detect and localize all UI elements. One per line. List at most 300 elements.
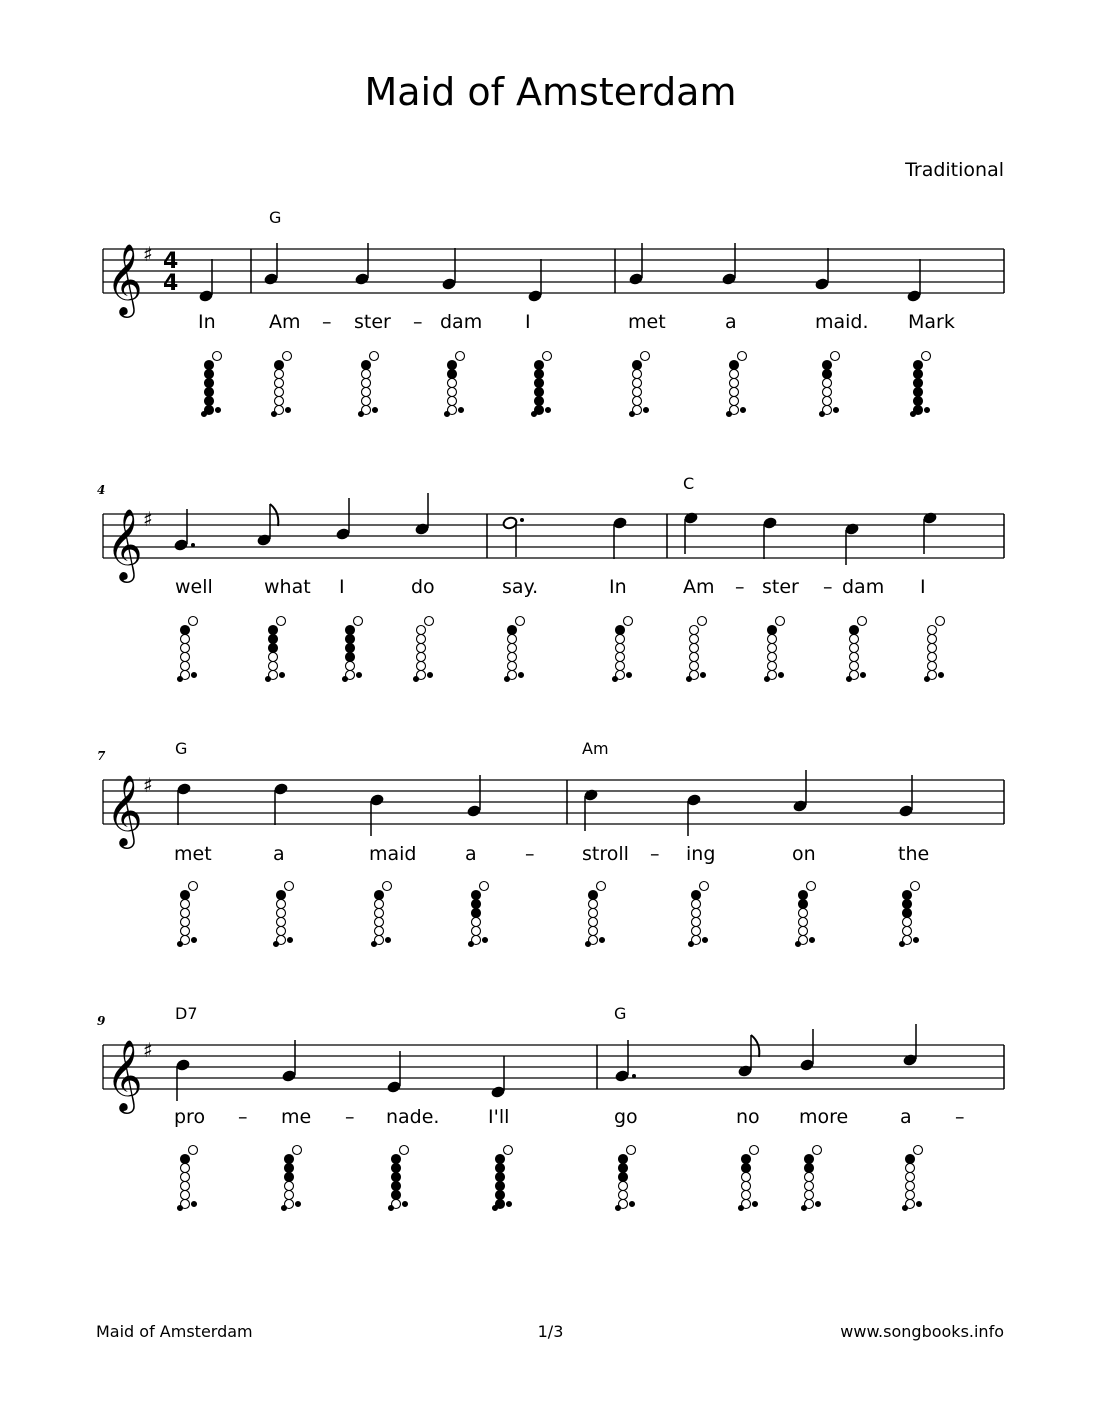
lyrics (198, 311, 955, 333)
open-hole (906, 1173, 915, 1182)
lyric-syllable: a (273, 843, 285, 865)
closed-hole (346, 626, 355, 635)
open-hole (417, 635, 426, 644)
note (906, 259, 922, 303)
svg-text:♯: ♯ (143, 773, 153, 797)
chord-symbol: G (175, 739, 188, 758)
page-number: 1/3 (537, 1322, 564, 1341)
open-hole (906, 1164, 915, 1173)
fingering-diagram (493, 1146, 513, 1211)
fingering-diagram (389, 1146, 409, 1211)
closed-hole (911, 412, 916, 417)
open-hole (508, 653, 517, 662)
open-hole (799, 927, 808, 936)
lyric-syllable: Mark (908, 311, 955, 333)
open-hole (589, 918, 598, 927)
open-hole (275, 388, 284, 397)
closed-hole (496, 1191, 505, 1200)
note (527, 259, 543, 303)
lyric-syllable: stroll (582, 843, 629, 865)
closed-hole (613, 677, 618, 682)
closed-hole (428, 673, 433, 678)
closed-hole (373, 408, 378, 413)
closed-hole (619, 1164, 628, 1173)
fingering-diagram (532, 352, 552, 417)
open-hole (508, 644, 517, 653)
measure-number: 4 (97, 483, 106, 497)
fingering-diagram (739, 1146, 759, 1211)
closed-hole (277, 891, 286, 900)
open-hole (189, 882, 198, 891)
open-hole (277, 927, 286, 936)
open-hole (750, 1146, 759, 1155)
closed-hole (505, 677, 510, 682)
closed-hole (925, 677, 930, 682)
closed-hole (914, 370, 923, 379)
closed-hole (689, 942, 694, 947)
open-hole (616, 653, 625, 662)
closed-hole (392, 1182, 401, 1191)
open-hole (799, 918, 808, 927)
open-hole (698, 617, 707, 626)
svg-text:4: 4 (163, 249, 179, 274)
closed-hole (917, 1202, 922, 1207)
open-hole (823, 388, 832, 397)
open-hole (850, 653, 859, 662)
lyric-hyphen: – (955, 1106, 965, 1128)
note (612, 516, 628, 559)
closed-hole (392, 1155, 401, 1164)
fingering-diagram (505, 617, 525, 682)
closed-hole (730, 361, 739, 370)
open-hole (181, 653, 190, 662)
open-hole (690, 653, 699, 662)
open-hole (456, 352, 465, 361)
open-hole (448, 397, 457, 406)
closed-hole (586, 942, 591, 947)
open-hole (516, 617, 525, 626)
lyric-hyphen: – (413, 311, 423, 333)
open-hole (277, 617, 286, 626)
lyric-syllable: maid. (815, 311, 869, 333)
fingering-diagram (616, 1146, 636, 1211)
open-hole (269, 653, 278, 662)
closed-hole (274, 942, 279, 947)
open-hole (508, 635, 517, 644)
closed-hole (903, 909, 912, 918)
system-3 (97, 739, 1004, 947)
note (198, 259, 214, 303)
svg-text:𝄞: 𝄞 (106, 242, 143, 315)
fingering-diagram (903, 1146, 923, 1211)
open-hole (823, 397, 832, 406)
open-hole (768, 662, 777, 671)
closed-hole (805, 1164, 814, 1173)
closed-hole (296, 1202, 301, 1207)
closed-hole (269, 635, 278, 644)
open-hole (508, 662, 517, 671)
open-hole (181, 644, 190, 653)
closed-hole (861, 673, 866, 678)
lyrics (175, 576, 926, 598)
closed-hole (753, 1202, 758, 1207)
open-hole (616, 635, 625, 644)
closed-hole (205, 397, 214, 406)
lyric-syllable: do (411, 576, 435, 598)
open-hole (181, 909, 190, 918)
closed-hole (181, 1155, 190, 1164)
open-hole (275, 397, 284, 406)
closed-hole (619, 1155, 628, 1164)
lyric-syllable: a (725, 311, 737, 333)
lyric-syllable: I (339, 576, 345, 598)
svg-text:♯: ♯ (143, 1038, 153, 1062)
open-hole (641, 352, 650, 361)
closed-hole (205, 361, 214, 370)
closed-hole (205, 379, 214, 388)
open-hole (448, 388, 457, 397)
open-hole (738, 352, 747, 361)
closed-hole (448, 361, 457, 370)
open-hole (504, 1146, 513, 1155)
closed-hole (810, 938, 815, 943)
fingering-diagram (272, 352, 292, 417)
system-2 (97, 474, 1004, 682)
open-hole (730, 370, 739, 379)
open-hole (417, 626, 426, 635)
closed-hole (532, 412, 537, 417)
fingering-diagram (359, 352, 379, 417)
fingering-diagram (266, 617, 286, 682)
open-hole (692, 909, 701, 918)
composer-credit: Traditional (905, 159, 1004, 181)
lyric-syllable: go (614, 1106, 638, 1128)
open-hole (285, 1191, 294, 1200)
lyric-hyphen: – (650, 843, 660, 865)
fingering-diagram (445, 352, 465, 417)
closed-hole (823, 370, 832, 379)
closed-hole (472, 909, 481, 918)
lyric-syllable: dam (440, 311, 483, 333)
lyric-syllable: met (628, 311, 666, 333)
fingering-diagram (911, 352, 931, 417)
open-hole (181, 918, 190, 927)
open-hole (400, 1146, 409, 1155)
fingering-diagram (687, 617, 707, 682)
closed-hole (519, 673, 524, 678)
closed-hole (742, 1155, 751, 1164)
closed-hole (535, 388, 544, 397)
lyric-syllable: I (920, 576, 926, 598)
svg-text:♯: ♯ (143, 507, 153, 531)
closed-hole (346, 644, 355, 653)
chord-symbol: G (614, 1004, 627, 1023)
open-hole (181, 1191, 190, 1200)
closed-hole (779, 673, 784, 678)
closed-hole (900, 942, 905, 947)
note (273, 782, 289, 825)
fingering-diagram (469, 882, 489, 947)
note (614, 1040, 636, 1083)
closed-hole (616, 626, 625, 635)
open-hole (624, 617, 633, 626)
fingering-diagram (274, 882, 294, 947)
closed-hole (346, 635, 355, 644)
open-hole (283, 352, 292, 361)
closed-hole (272, 412, 277, 417)
open-hole (375, 918, 384, 927)
staff-lines (103, 1045, 1004, 1089)
lyric-hyphen: – (525, 843, 535, 865)
closed-hole (285, 1164, 294, 1173)
open-hole (589, 909, 598, 918)
open-hole (730, 388, 739, 397)
closed-hole (847, 677, 852, 682)
open-hole (275, 370, 284, 379)
lyric-syllable: Am (269, 311, 301, 333)
closed-hole (914, 379, 923, 388)
lyric-syllable: a (900, 1106, 912, 1128)
closed-hole (496, 1173, 505, 1182)
measure-number: 9 (97, 1014, 106, 1028)
open-hole (858, 617, 867, 626)
key-signature-sharp (143, 1038, 153, 1062)
fingering-row (202, 352, 931, 417)
open-hole (928, 662, 937, 671)
note (173, 509, 195, 552)
closed-hole (362, 361, 371, 370)
closed-hole (181, 891, 190, 900)
lyric-syllable: me (281, 1106, 312, 1128)
open-hole (181, 1182, 190, 1191)
closed-hole (903, 900, 912, 909)
closed-hole (914, 361, 923, 370)
closed-hole (925, 408, 930, 413)
open-hole (543, 352, 552, 361)
lyric-syllable: Am (683, 576, 715, 598)
system-1 (103, 208, 1004, 417)
staff-lines (103, 780, 1004, 824)
open-hole (906, 1182, 915, 1191)
key-signature-sharp (143, 507, 153, 531)
open-hole (619, 1191, 628, 1200)
open-hole (362, 370, 371, 379)
closed-hole (727, 412, 732, 417)
closed-hole (741, 408, 746, 413)
closed-hole (178, 677, 183, 682)
note (441, 248, 457, 291)
lyric-syllable: the (898, 843, 930, 865)
closed-hole (692, 891, 701, 900)
lyrics (174, 1106, 965, 1128)
closed-hole (269, 626, 278, 635)
lyric-hyphen: – (345, 1106, 355, 1128)
lyric-syllable: what (264, 576, 311, 598)
open-hole (370, 352, 379, 361)
note (281, 1040, 297, 1083)
closed-hole (280, 673, 285, 678)
open-hole (383, 882, 392, 891)
open-hole (633, 388, 642, 397)
closed-hole (739, 1206, 744, 1211)
closed-hole (445, 412, 450, 417)
fingering-row (178, 617, 945, 682)
closed-hole (799, 891, 808, 900)
closed-hole (507, 1202, 512, 1207)
closed-hole (448, 370, 457, 379)
open-hole (768, 635, 777, 644)
fingering-diagram (900, 882, 920, 947)
closed-hole (627, 673, 632, 678)
closed-hole (768, 626, 777, 635)
note (799, 1029, 815, 1072)
closed-hole (392, 1164, 401, 1173)
lyric-syllable: ster (354, 311, 391, 333)
staff-lines (103, 514, 1004, 558)
open-hole (903, 918, 912, 927)
open-hole (690, 662, 699, 671)
fingering-diagram (630, 352, 650, 417)
open-hole (805, 1182, 814, 1191)
open-hole (354, 617, 363, 626)
treble-clef (106, 507, 143, 583)
closed-hole (392, 1191, 401, 1200)
open-hole (346, 662, 355, 671)
lyric-syllable: maid (369, 843, 417, 865)
fingering-diagram (727, 352, 747, 417)
closed-hole (496, 1182, 505, 1191)
lyric-syllable: I (525, 311, 531, 333)
open-hole (616, 644, 625, 653)
notes (198, 243, 922, 303)
open-hole (417, 653, 426, 662)
open-hole (619, 1182, 628, 1191)
open-hole (375, 900, 384, 909)
open-hole (903, 927, 912, 936)
closed-hole (644, 408, 649, 413)
note (335, 498, 351, 541)
open-hole (776, 617, 785, 626)
open-hole (799, 909, 808, 918)
svg-text:♯: ♯ (143, 242, 153, 266)
open-hole (805, 1191, 814, 1200)
open-hole (285, 1182, 294, 1191)
open-hole (742, 1173, 751, 1182)
lyric-syllable: a (465, 843, 477, 865)
system-4 (97, 1004, 1004, 1211)
fingering-diagram (178, 882, 198, 947)
closed-hole (414, 677, 419, 682)
closed-hole (392, 1173, 401, 1182)
lyric-syllable: In (198, 311, 216, 333)
closed-hole (459, 408, 464, 413)
open-hole (277, 900, 286, 909)
lyric-hyphen: – (823, 576, 833, 598)
open-hole (472, 918, 481, 927)
open-hole (936, 617, 945, 626)
open-hole (189, 1146, 198, 1155)
fingering-diagram (586, 882, 606, 947)
open-hole (928, 644, 937, 653)
lyric-hyphen: – (322, 311, 332, 333)
open-hole (700, 882, 709, 891)
closed-hole (906, 1155, 915, 1164)
open-hole (911, 882, 920, 891)
closed-hole (389, 1206, 394, 1211)
open-hole (181, 927, 190, 936)
open-hole (633, 397, 642, 406)
note (762, 516, 778, 559)
fingering-diagram (613, 617, 633, 682)
closed-hole (535, 397, 544, 406)
chord-symbol: D7 (175, 1004, 198, 1023)
chord-symbol: C (683, 474, 695, 493)
lyric-syllable: no (736, 1106, 760, 1128)
open-hole (768, 644, 777, 653)
measure-number: 7 (97, 749, 106, 763)
open-hole (690, 635, 699, 644)
note (369, 793, 385, 836)
open-hole (285, 882, 294, 891)
open-hole (362, 388, 371, 397)
closed-hole (914, 397, 923, 406)
fingering-diagram (796, 882, 816, 947)
open-hole (813, 1146, 822, 1155)
key-signature-sharp (143, 773, 153, 797)
closed-hole (834, 408, 839, 413)
closed-hole (282, 1206, 287, 1211)
open-hole (928, 653, 937, 662)
note (686, 793, 702, 836)
closed-hole (701, 673, 706, 678)
svg-text:𝄞: 𝄞 (106, 507, 143, 580)
closed-hole (181, 626, 190, 635)
open-hole (742, 1182, 751, 1191)
open-hole (480, 882, 489, 891)
fingering-diagram (372, 882, 392, 947)
note (466, 775, 482, 818)
open-hole (181, 1173, 190, 1182)
open-hole (633, 379, 642, 388)
closed-hole (205, 370, 214, 379)
treble-clef (106, 242, 143, 318)
closed-hole (343, 677, 348, 682)
closed-hole (805, 1155, 814, 1164)
note (898, 775, 914, 818)
closed-hole (375, 891, 384, 900)
closed-hole (633, 361, 642, 370)
fingering-diagram (802, 1146, 822, 1211)
fingering-diagram (414, 617, 434, 682)
open-hole (275, 379, 284, 388)
closed-hole (823, 361, 832, 370)
open-hole (742, 1191, 751, 1200)
open-hole (181, 662, 190, 671)
treble-clef (106, 773, 143, 849)
closed-hole (687, 677, 692, 682)
closed-hole (178, 942, 183, 947)
closed-hole (472, 891, 481, 900)
open-hole (928, 635, 937, 644)
closed-hole (178, 1206, 183, 1211)
open-hole (375, 909, 384, 918)
open-hole (850, 635, 859, 644)
note (814, 248, 830, 291)
closed-hole (820, 412, 825, 417)
closed-hole (903, 891, 912, 900)
closed-hole (535, 379, 544, 388)
fingering-diagram (765, 617, 785, 682)
